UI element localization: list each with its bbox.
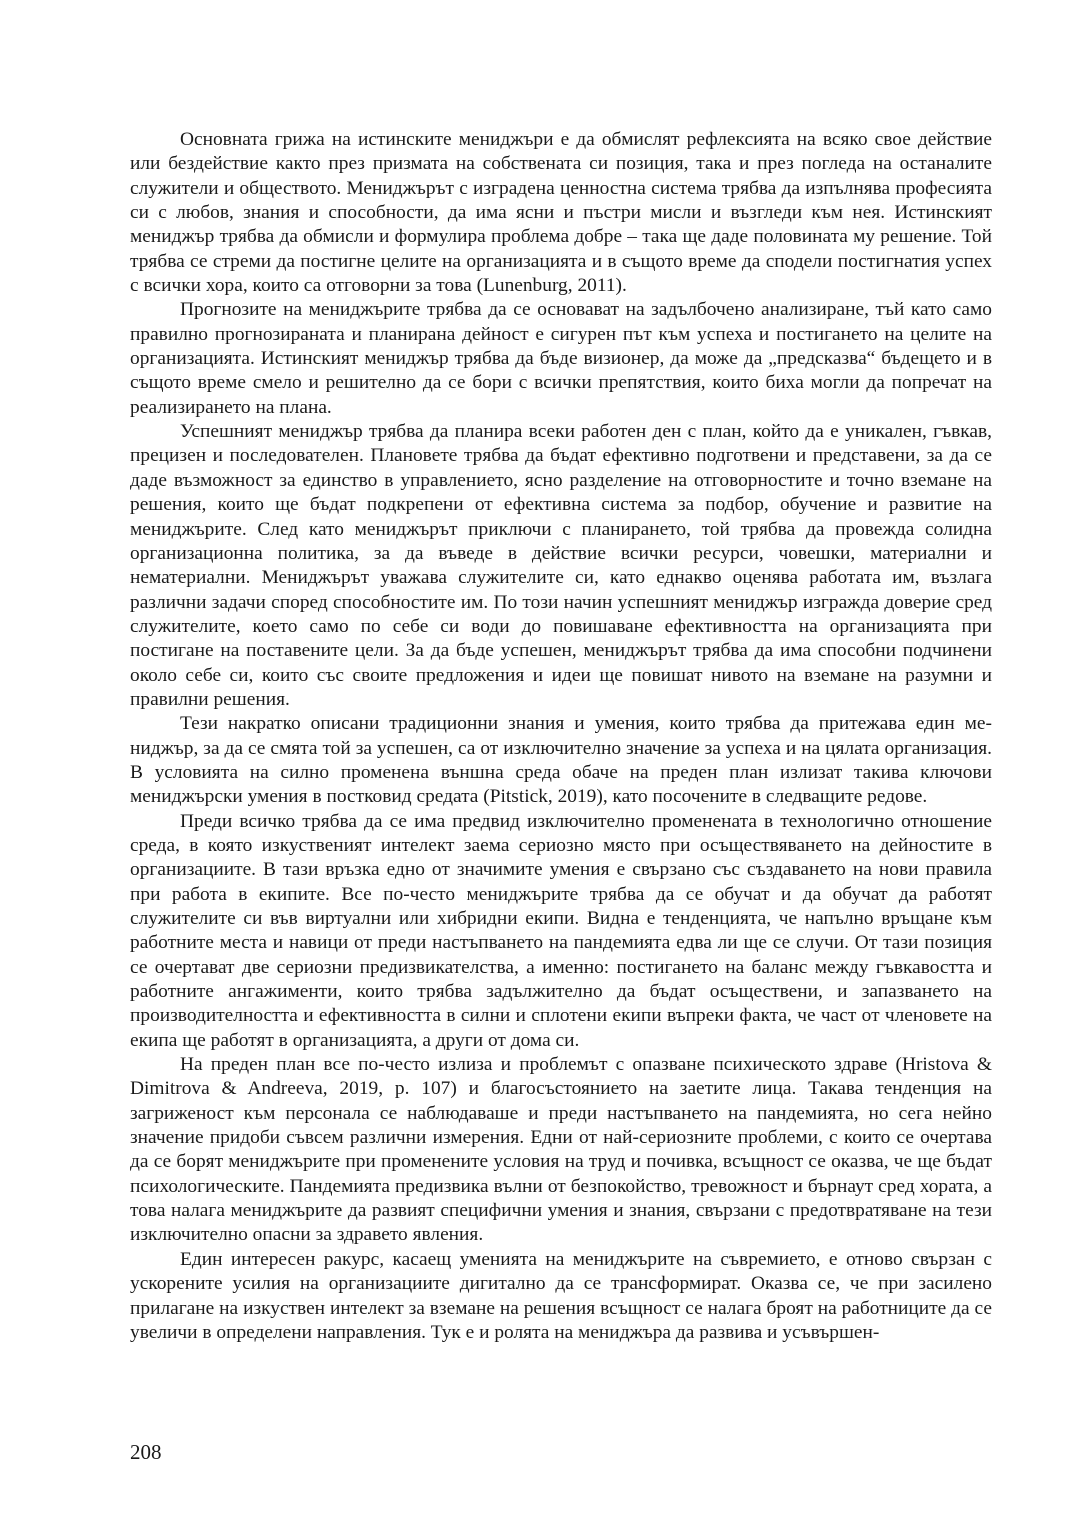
paragraph-7: Един интересен ракурс, касаещ уменията на мениджърите на съвремието, е отново свързан с ускорените усилия на организациите дигитално да се трансформират. Оказва се, че при засилено прилагане на изкуствен интелект за вземане на решения всъщност се налага броят на работниците да се увеличи в определени направления. Тук е и ролята на мениджъра да развива и усъвършен- <box>130 1248 992 1343</box>
paragraph-2: Прогнозите на мениджърите трябва да се основават на задълбочено анализиране, тъй като само правилно прогнозираната и планирана дейност е сигурен път към успеха и постигането на целите на организацията. Истинският мениджър трябва да бъде визионер, да може да „предсказва“ бъдещето и в същото време смело и решително да се бори с всички препятствия, които биха могли да попречат на реализирането на плана. <box>130 299 992 418</box>
paragraph-5: Преди всичко трябва да се има предвид изключително променената в технологично отношение среда, в която изкуственият интелект заема сериозно място при осъществяването на дейностите в организациите. В тази връзка едно от значимите умения е свързано със създаването на нови правила при работа в екипите. Все по-често мениджърите трябва да се обучат и да обучат да работят служителите си във виртуални или хибридни екипи. Видна е тенденцията, че напълно връщане към работните места и навици от преди настъпването на пандемията едва ли ще се случи. От тази позиция се очертават две сериозни предизвикателства, а именно: постигането на баланс между гъвкавостта и работните ангажименти, които трябва задължително да бъдат осъществени, и запазването на производителността и ефективността в силни и сплотени екипи въпреки факта, че част от членовете на екипа ще работят в организацията, а други от дома си. <box>130 810 992 1051</box>
paragraph-1: Основната грижа на истинските мениджъри е да обмислят рефлексията на всяко свое действие или бездействие както през призмата на собствената си позиция, така и през погледа на останалите служители и обществото. Мениджърът с изградена ценностна система трябва да изпълнява професията си с любов, знания и способности, да има ясни и пъстри мисли и възгледи към нея. Истинският мениджър трябва да обмисли и формулира проблема добре – така ще даде половината му решение. Той трябва се стреми да постигне целите на организацията и в същото време да сподели постигнатия успех с всички хора, които са отговорни за това (Lunenburg, 2011). <box>130 129 992 297</box>
page-number: 208 <box>130 1440 162 1464</box>
paragraph-4: Тези накратко описани традиционни знания и умения, които трябва да притежава един мениджър, за да се смята той за успешен, са от изключително значение за успеха и на цялата организация. В условията на силно променена външна среда обаче на преден план излизат такива ключови мениджърски умения в постковид средата (Pitstick, 2019), като посочените в следващите редове. <box>130 713 992 808</box>
page-body <box>130 128 992 1345</box>
paragraph-3: Успешният мениджър трябва да планира всеки работен ден с план, който да е уникален, гъвкав, прецизен и последователен. Плановете трябва да бъдат ефективно подготвени и представени, за да се даде възможност за единство в управлението, ясно разделение на отговорностите и точно вземане на решения, които ще бъдат подкрепени от ефективна система за подбор, обучение и развитие на мениджърите. След като мениджърът приключи с планирането, той трябва да провежда солидна организационна политика, за да въведе в действие всички ресурси, човешки, материални и нематериални. Мениджърът уважава служителите си, като еднакво оценява работата им, възлага различни задачи според способностите им. По този начин успешният мениджър изгражда доверие сред служителите, което само по себе си води до повишаване ефективността на организацията при постигане на поставените цели. За да бъде успешен, мениджърът трябва да има способни подчинени около себе си, които със своите предложения и идеи ще повишат нивото на вземане на разумни и правилни решения. <box>130 421 992 710</box>
paragraph-6: На преден план все по-често излиза и проблемът с опазване психическото здраве (Hristova & Dimitrova & Andreeva, 2019, p. 107) и благосъстоянието на заетите лица. Такава тенденция на загриженост към персонала се наблюдаваше и преди настъпването на пандемията, но сега нейно значение придоби съвсем различни измерения. Едни от най-сериозните проблеми, с които се очертава да се борят мениджърите при променените условия на труд и почивка, всъщност се оказва, че ще бъдат психологическите. Пандемията предизвика вълни от безпокойство, тревожност и бърнаут сред хората, а това налага мениджърите да развият специфични умения и знания, свързани с предотвратяване на тези изключително опасни за здравето явления. <box>130 1054 992 1246</box>
